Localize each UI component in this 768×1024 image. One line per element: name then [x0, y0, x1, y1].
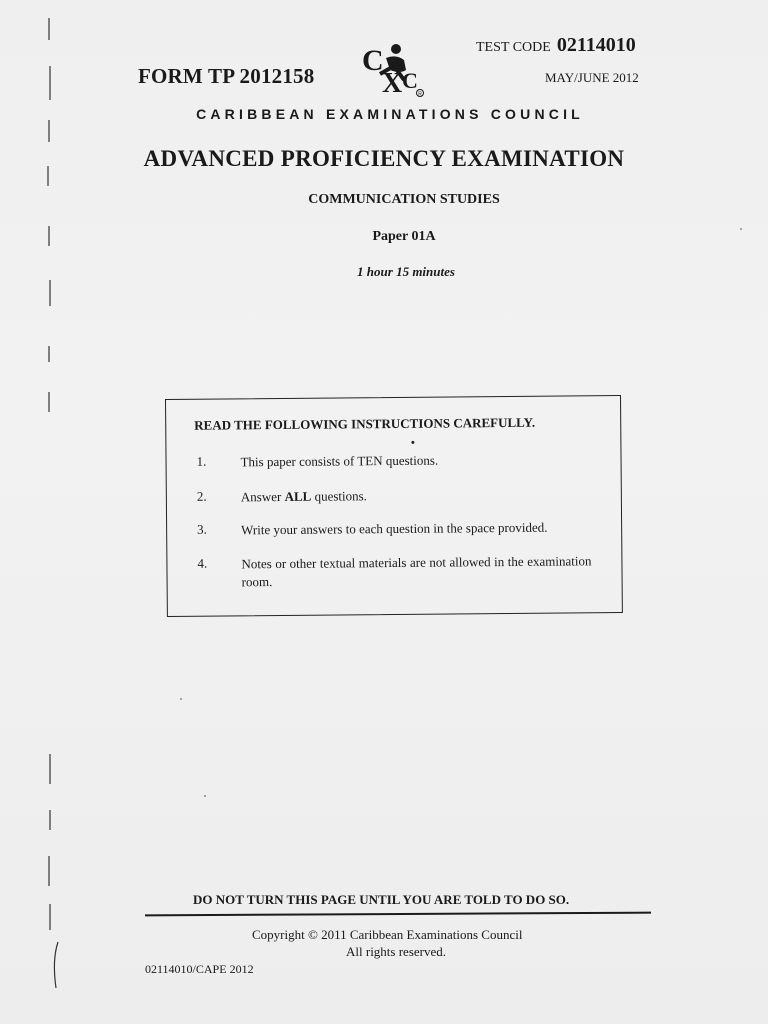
instruction-text: This paper consists of TEN questions.: [240, 452, 439, 470]
footer-divider: [145, 912, 651, 917]
instruction-text: [241, 485, 591, 506]
instructions-heading: READ THE FOLLOWING INSTRUCTIONS CAREFULLY.: [194, 414, 536, 433]
exam-session: MAY/JUNE 2012: [545, 70, 639, 85]
form-number: FORM TP 2012158: [138, 64, 315, 88]
instructions-box: [165, 395, 623, 617]
scan-speck: [180, 698, 182, 700]
paper-number: Paper 01A: [372, 229, 436, 244]
test-code-number: 02114010: [556, 34, 636, 56]
exam-duration: 1 hour 15 minutes: [357, 264, 455, 279]
test-code-label: TEST CODE: [476, 40, 551, 55]
svg-text:C: C: [362, 44, 384, 77]
stray-mark: [411, 441, 414, 444]
instruction-item: [197, 552, 597, 590]
document-code: 02114010/CAPE 2012: [145, 962, 254, 976]
copyright-notice: Copyright © 2011 Caribbean Examinations Council: [252, 927, 523, 942]
scan-speck: [740, 228, 742, 230]
svg-text:R: R: [418, 91, 422, 98]
instruction-item: [196, 450, 596, 470]
rights-reserved: All rights reserved.: [346, 944, 447, 959]
council-name: CARIBBEAN EXAMINATIONS COUNCIL: [196, 106, 584, 122]
subject-title: COMMUNICATION STUDIES: [308, 192, 500, 207]
svg-text:X: X: [382, 68, 403, 98]
scan-speck: [204, 795, 206, 797]
instruction-number: 1.: [196, 453, 207, 469]
instruction-item: [197, 518, 597, 538]
exam-title: ADVANCED PROFICIENCY EXAMINATION: [143, 146, 625, 171]
instruction-number: 4.: [197, 555, 208, 571]
instruction-number: 2.: [196, 488, 207, 504]
instruction-text-emphasis: ALL: [284, 488, 312, 504]
instruction-text: Write your answers to each question in the space provided.: [241, 519, 548, 538]
instruction-text-after: questions.: [311, 488, 367, 504]
svg-text:C: C: [402, 68, 418, 93]
instruction-number: 3.: [197, 521, 207, 537]
test-code: [476, 34, 636, 57]
do-not-turn-warning: DO NOT TURN THIS PAGE UNTIL YOU ARE TOLD TO DO SO.: [193, 892, 570, 907]
instruction-item: [196, 485, 597, 505]
cxc-logo-icon: [360, 40, 424, 98]
instruction-text: Notes or other textual materials are not allowed in the examination room.: [241, 553, 592, 590]
instruction-text-before: Answer: [240, 488, 285, 505]
